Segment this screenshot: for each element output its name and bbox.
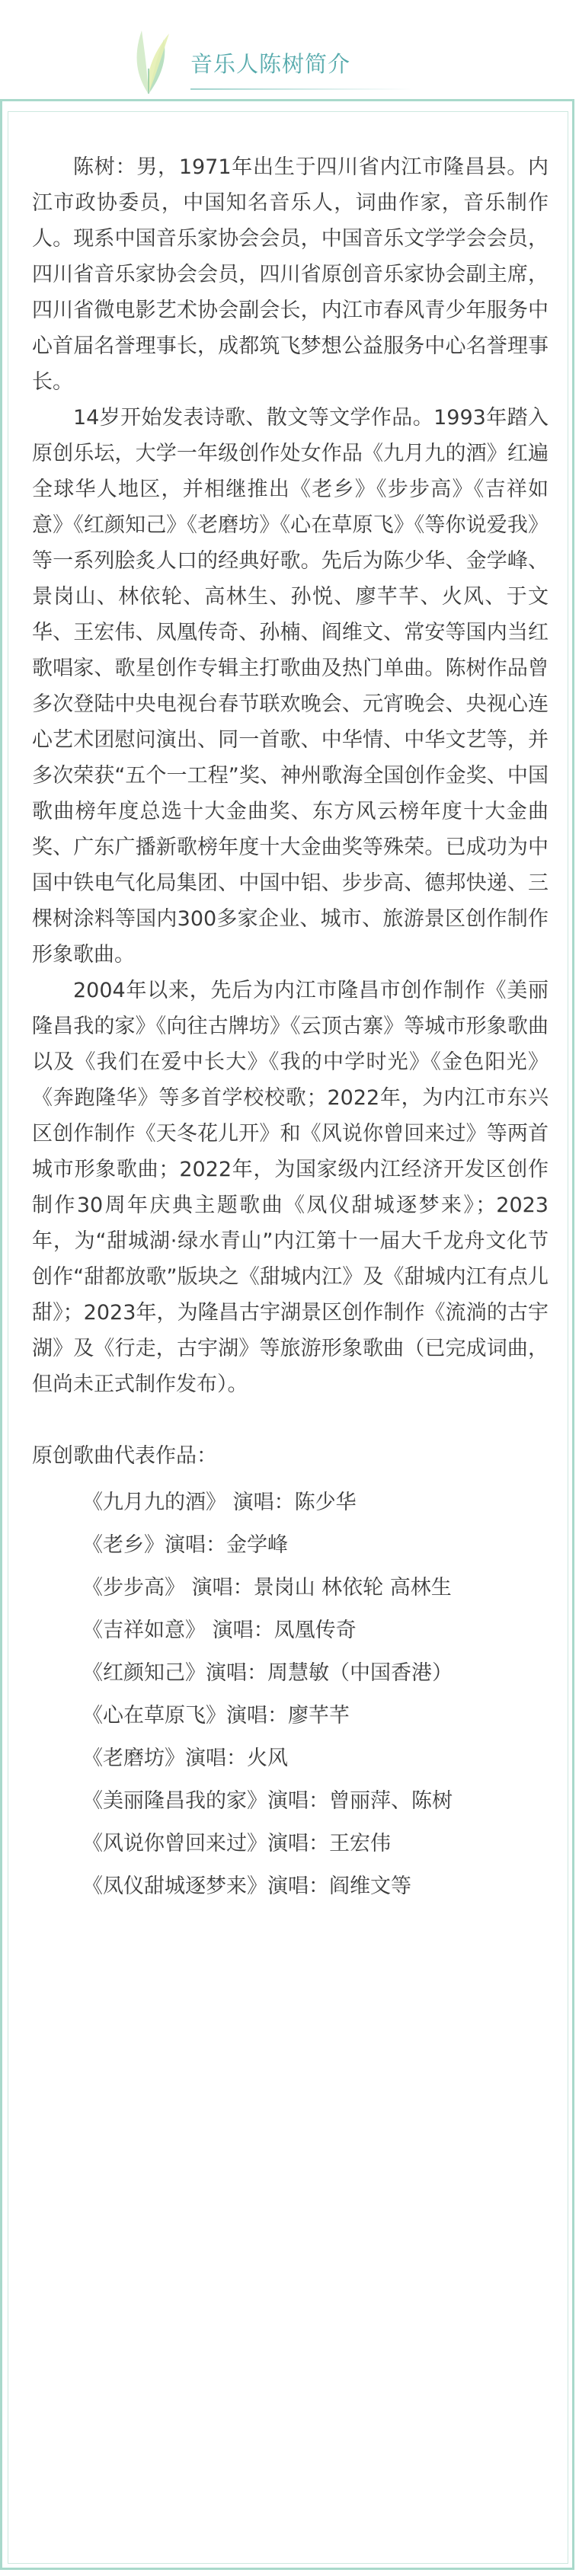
list-item: 《九月九的酒》 演唱：陈少华 xyxy=(82,1491,357,1514)
list-item: 《吉祥如意》 演唱：凤凰传奇 xyxy=(82,1619,357,1642)
list-item: 《凤仪甜城逐梦来》演唱：阎维文等 xyxy=(82,1874,411,1898)
leaf-icon xyxy=(122,23,175,95)
career-paragraph: 14岁开始发表诗歌、散文等文学作品。1993年踏入原创乐坛，大学一年级创作处女作品《九月九的酒》红遍全球华人地区，并相继推出《老乡》《步步高》《吉祥如意》《红颜知己》《老磨坊》《心在草原飞》《等你说爱我》等一系列脍炙人口的经典好歌。先后为陈少华、金学峰、景岗山、林依轮、高林生、孙悦、廖芊芊、火风、于文华、王宏伟、凤凰传奇、孙楠、阎维文、常安等国内当红歌唱家、歌星创作专辑主打歌曲及热门单曲。陈树作品曾多次登陆中央电视台春节联欢晚会、元宵晚会、央视心连心艺术团慰问演出、同一首歌、中华情、中华文艺等，并多次荣获“五个一工程”奖、神州歌海全国创作金奖、中国歌曲榜年度总选十大金曲奖、东方风云榜年度十大金曲奖、广东广播新歌榜年度十大金曲奖等殊荣。已成功为中国中铁电气化局集团、中国中铝、步步高、德邦快递、三棵树涂料等国内300多家企业、城市、旅游景区创作制作形象歌曲。 xyxy=(32,406,549,967)
list-item: 《老乡》演唱：金学峰 xyxy=(82,1533,288,1557)
page-title: 音乐人陈树简介 xyxy=(190,51,351,77)
list-item: 《风说你曾回来过》演唱：王宏伟 xyxy=(82,1832,391,1855)
recent-works-paragraph: 2004年以来，先后为内江市隆昌市创作制作《美丽隆昌我的家》《向往古牌坊》《云顶古寨》等城市形象歌曲以及《我们在爱中长大》《我的中学时光》《金色阳光》《奔跑隆华》等多首学校校歌；2022年，为内江市东兴区创作制作《天冬花儿开》和《风说你曾回来过》等两首城市形象歌曲；2022年，为国家级内江经济开发区创作制作30周年庆典主题歌曲《凤仪甜城逐梦来》；2023年，为“甜城湖·绿水青山”内江第十一届大千龙舟文化节创作“甜都放歌”版块之《甜城内江》及《甜城内江有点儿甜》；2023年，为隆昌古宇湖景区创作制作《流淌的古宇湖》及《行走，古宇湖》等旅游形象歌曲（已完成词曲，但尚未正式制作发布）。 xyxy=(32,979,549,1396)
list-item: 《美丽隆昌我的家》演唱：曾丽萍、陈树 xyxy=(82,1789,453,1813)
list-item: 《老磨坊》演唱：火风 xyxy=(82,1747,288,1770)
list-item: 《红颜知己》演唱：周慧敏（中国香港） xyxy=(82,1661,453,1685)
works-list xyxy=(32,1481,549,1908)
list-item: 《步步高》 演唱：景岗山 林依轮 高林生 xyxy=(82,1576,452,1600)
list-item: 《心在草原飞》演唱：廖芊芊 xyxy=(82,1704,350,1727)
article-header xyxy=(0,0,579,99)
intro-paragraph: 陈树：男，1971年出生于四川省内江市隆昌县。内江市政协委员，中国知名音乐人，词曲作家，音乐制作人。现系中国音乐家协会会员，中国音乐文学学会会员，四川省音乐家协会会员，四川省原创音乐家协会副主席，四川省微电影艺术协会副会长，内江市春风青少年服务中心首届名誉理事长，成都筑飞梦想公益服务中心名誉理事长。 xyxy=(32,155,549,394)
title-underline xyxy=(190,88,411,90)
article-body xyxy=(32,149,549,1908)
works-heading: 原创歌曲代表作品： xyxy=(32,1444,217,1468)
